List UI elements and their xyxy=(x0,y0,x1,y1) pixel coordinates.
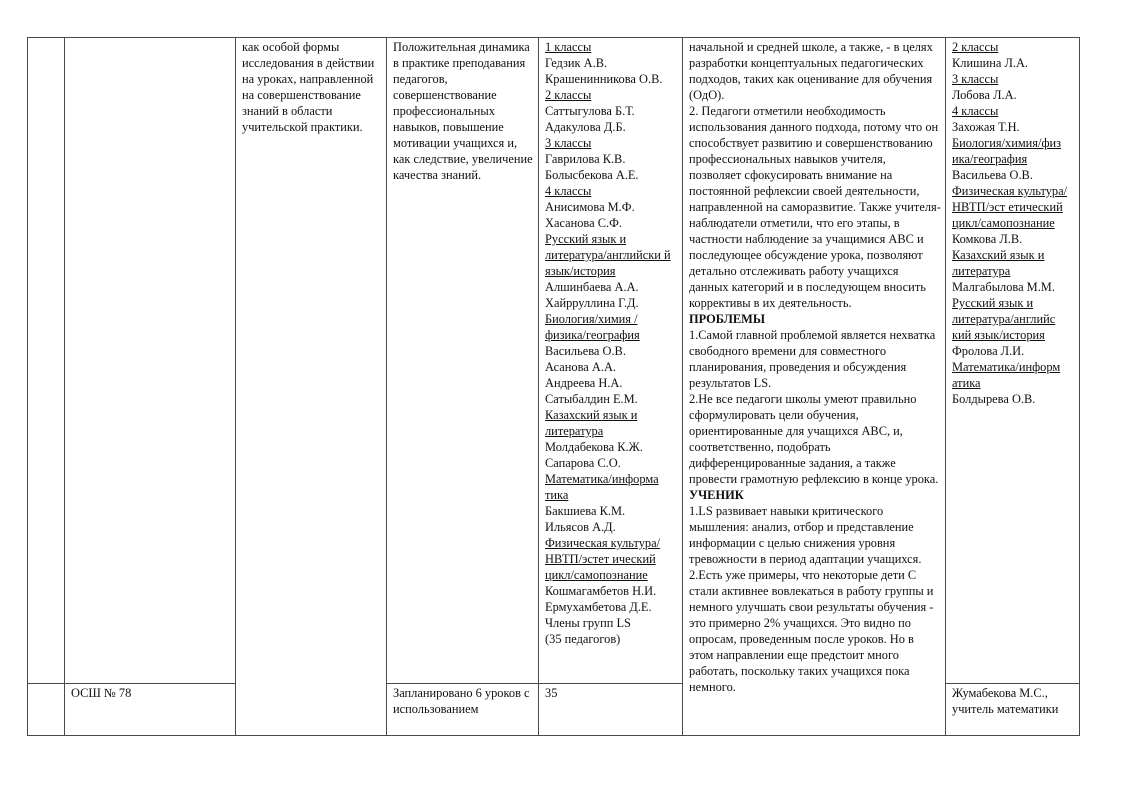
participant-name: Бакшиева К.М. xyxy=(545,504,626,518)
group-heading: 1 классы xyxy=(545,40,592,54)
participant-name: Хасанова С.Ф. xyxy=(545,216,622,230)
analysis-text xyxy=(689,39,941,695)
result-cell xyxy=(387,38,539,684)
group-heading: 3 классы xyxy=(545,136,592,150)
analysis-paragraph: 2.Не все педагоги школы умеют правильно сформулировать цели обучения, ориентированные для учащихся АВС, и, соответственно, подобрать дифференцированные задания, а также провести грамотную рефлексию в конце урока. xyxy=(689,392,939,486)
participant-name: Гедзик А.В. xyxy=(545,56,608,70)
analysis-paragraph: 2. Педагоги отметили необходимость использования данного подхода, потому что он способствует развитию и совершенствованию профессиональных навыков учителя, позволяет сфокусировать внимание на постоянной рефлексии своей деятельности, направленной на саморазвитие. Также учителя-наблюдатели отметили, что его этапы, в частности наблюдение за учащимися АВС и последующее обсуждение урока, позволяют детально отслеживать работу учащихся данных категорий и в последующем вносить коррективы в их деятельность. xyxy=(689,104,941,310)
participant-name: Молдабекова К.Ж. xyxy=(545,440,643,454)
group-heading: Биология/химия /физика/география xyxy=(545,312,640,342)
participant-name: Андреева Н.А. xyxy=(545,376,623,390)
participant-name: Ильясов А.Д. xyxy=(545,520,616,534)
group-heading: Физическая культура/НВТП/эст етический цикл/самопознание xyxy=(952,184,1068,230)
result-text: Положительная динамика в практике преподавания педагогов, совершенствование профессиональных навыков, повышение мотивации учащихся и, как следствие, увеличение качества знаний. xyxy=(393,40,533,182)
participant-name: Хайрруллина Г.Д. xyxy=(545,296,639,310)
group-heading: Математика/информ атика xyxy=(952,360,1061,390)
observer-name: Васильева О.В. xyxy=(952,168,1033,182)
participant-name: Гаврилова К.В. xyxy=(545,152,626,166)
observer-name: Комкова Л.В. xyxy=(952,232,1023,246)
observer-name: Лобова Л.А. xyxy=(952,88,1017,102)
group-heading: 3 классы xyxy=(952,72,999,86)
result-cell: Запланировано 6 уроков с использованием xyxy=(387,684,539,736)
participant-name: Асанова А.А. xyxy=(545,360,616,374)
group-heading: Русский язык и литература/английс кий язык/история xyxy=(952,296,1056,342)
group-heading: 4 классы xyxy=(952,104,999,118)
group-heading: Биология/химия/физ ика/география xyxy=(952,136,1062,166)
purpose-cell xyxy=(236,38,387,736)
observers-list xyxy=(952,39,1075,407)
observer-cell: Жумабекова М.С., учитель математики xyxy=(946,684,1080,736)
observer-name: Болдырева О.В. xyxy=(952,392,1036,406)
observer-name: Захожая Т.Н. xyxy=(952,120,1020,134)
participant-name: Члены групп LS xyxy=(545,616,631,630)
observer-name: Фролова Л.И. xyxy=(952,344,1025,358)
participant-name: (35 педагогов) xyxy=(545,632,621,646)
observer-name: Клишина Л.А. xyxy=(952,56,1029,70)
participants-cell xyxy=(539,38,683,684)
table-row xyxy=(28,38,1080,684)
analysis-paragraph: 1.LS развивает навыки критического мышления: анализ, отбор и представление информации с целью снижения уровня тревожности в период адаптации учащихся. xyxy=(689,504,922,566)
group-heading: 4 классы xyxy=(545,184,592,198)
participant-name: Крашенинникова О.В. xyxy=(545,72,663,86)
analysis-paragraph: 1.Самой главной проблемой является нехватка свободного времени для совместного планирования, проведения и обсуждения результатов LS. xyxy=(689,328,936,390)
analysis-paragraph: 2.Есть уже примеры, что некоторые дети С стали активнее вовлекаться в работу группы и немного улучшать свои результаты обучения - это примерно 2% учащихся. Это видно по опросам, проведенным после уроков. Но в этом направлении еще предстоит много работать, поскольку таких учащихся пока немного. xyxy=(689,568,934,694)
participants-list xyxy=(545,39,678,647)
participant-name: Болысбекова А.Е. xyxy=(545,168,639,182)
section-heading: УЧЕНИК xyxy=(689,488,744,502)
participant-name: Ермухамбетова Д.Е. xyxy=(545,600,652,614)
participant-name: Сапарова С.О. xyxy=(545,456,621,470)
report-table xyxy=(27,37,1080,736)
participant-name: Алшинбаева А.А. xyxy=(545,280,639,294)
observer-name: Малгабылова М.М. xyxy=(952,280,1055,294)
row-number-cell xyxy=(28,38,65,684)
purpose-text: как особой формы исследования в действии на уроках, направленной на совершенствование знаний в области учительской практики. xyxy=(242,40,375,134)
group-heading: 2 классы xyxy=(545,88,592,102)
school-cell xyxy=(65,38,236,684)
analysis-cell xyxy=(683,38,946,736)
group-heading: 2 классы xyxy=(952,40,999,54)
group-heading: Русский язык и литература/английски й язык/история xyxy=(545,232,671,278)
participant-name: Саттыгулова Б.Т. xyxy=(545,104,635,118)
observers-cell xyxy=(946,38,1080,684)
group-heading: Казахский язык и литература xyxy=(952,248,1045,278)
school-cell: ОСШ № 78 xyxy=(65,684,236,736)
group-heading: Математика/информа тика xyxy=(545,472,659,502)
section-heading: ПРОБЛЕМЫ xyxy=(689,312,766,326)
participant-name: Анисимова М.Ф. xyxy=(545,200,635,214)
participant-name: Кошмагамбетов Н.И. xyxy=(545,584,657,598)
analysis-paragraph: начальной и средней школе, а также, - в целях разработки концептуальных педагогических подходов, таких как оценивание для обучения (ОдО). xyxy=(689,40,933,102)
participant-name: Адакулова Д.Б. xyxy=(545,120,626,134)
participant-name: Сатыбалдин Е.М. xyxy=(545,392,638,406)
participants-count-cell: 35 xyxy=(539,684,683,736)
group-heading: Казахский язык и литература xyxy=(545,408,638,438)
row-number-cell xyxy=(28,684,65,736)
participant-name: Васильева О.В. xyxy=(545,344,626,358)
group-heading: Физическая культура/НВТП/эстет ический цикл/самопознание xyxy=(545,536,661,582)
